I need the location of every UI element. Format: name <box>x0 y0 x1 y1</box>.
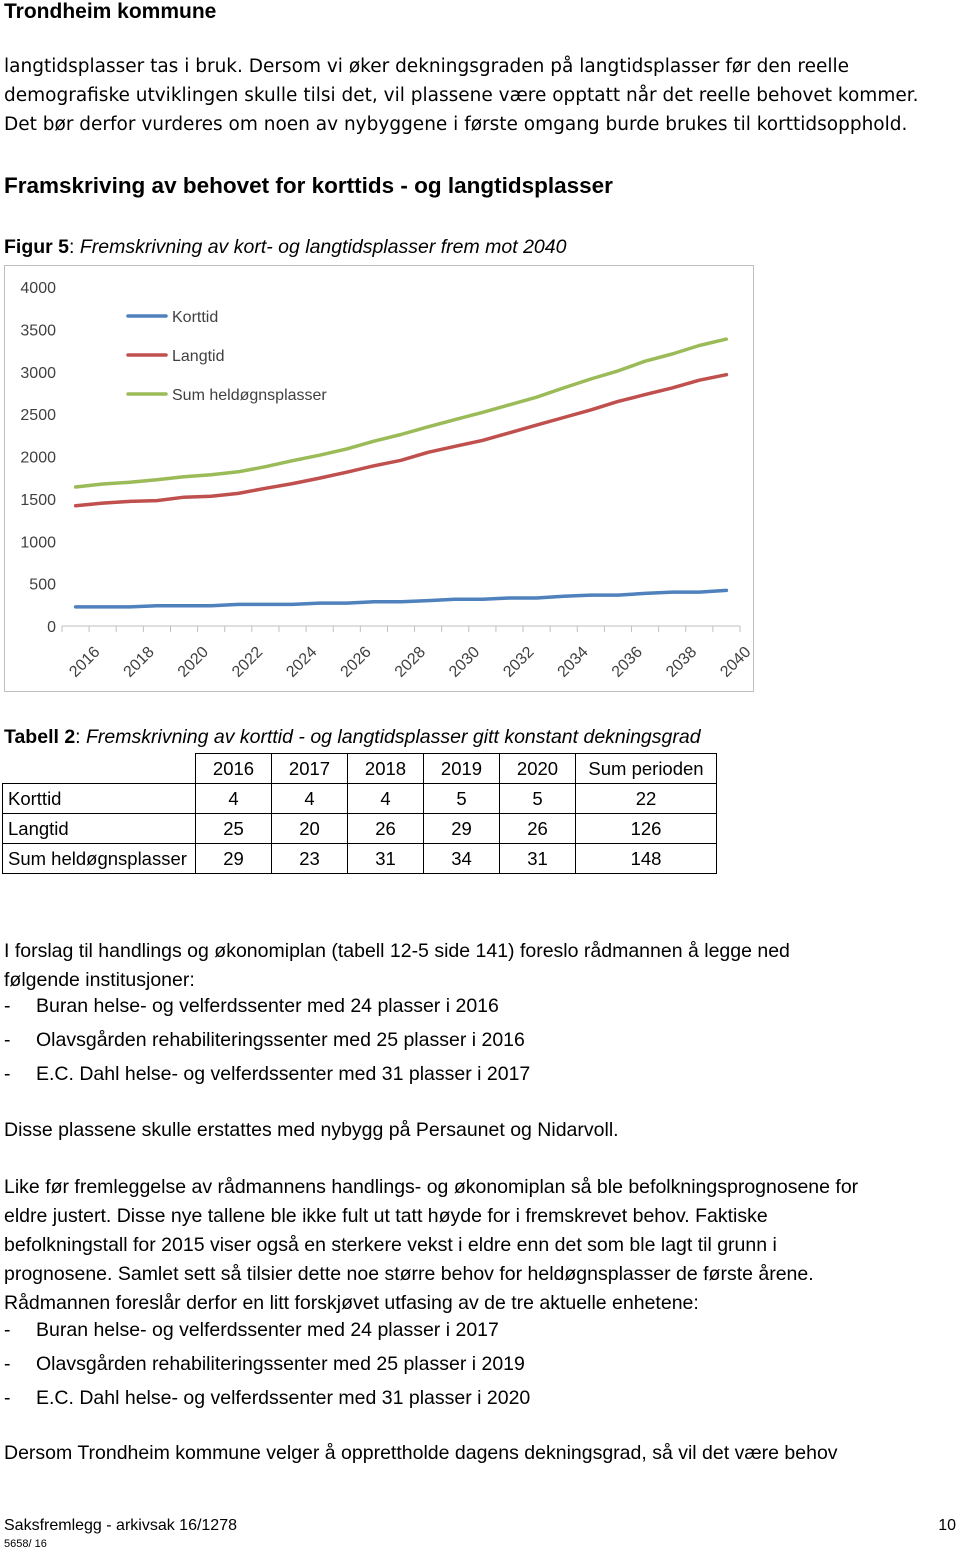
table-header-cell: 2019 <box>424 754 500 784</box>
table-cell: 126 <box>576 814 717 844</box>
table-cell: 26 <box>348 814 424 844</box>
paragraph <box>4 937 954 995</box>
intro-line: Det bør derfor vurderes om noen av nybyggene i første omgang burde brukes til korttidsopphold. <box>4 114 908 135</box>
paragraph <box>4 1173 954 1318</box>
table-cell: Langtid <box>3 814 196 844</box>
intro-paragraph <box>4 52 954 139</box>
list-bullet: - <box>4 1387 11 1409</box>
y-tick-label: 2000 <box>20 449 56 467</box>
table-cell: 5 <box>500 784 576 814</box>
table-row <box>3 814 717 844</box>
table-cell: 22 <box>576 784 717 814</box>
paragraph-line: følgende institusjoner: <box>4 969 195 991</box>
list-item-text: E.C. Dahl helse- og velferdssenter med 31 plasser i 2020 <box>36 1387 531 1409</box>
table-cell: 20 <box>272 814 348 844</box>
y-tick-label: 1500 <box>20 491 56 509</box>
list-item <box>4 1319 499 1342</box>
x-tick-label: 2038 <box>663 643 701 681</box>
paragraph-line: Like før fremleggelse av rådmannens handlings- og økonomiplan så ble befolkningsprognosene for <box>4 1176 859 1198</box>
table-cell: 29 <box>424 814 500 844</box>
intro-line: demografiske utviklingen skulle tilsi det, vil plassene være opptatt når det reelle behovet kommer. <box>4 85 919 106</box>
paragraph-line: eldre justert. Disse nye tallene ble ikke fult ut tatt høyde for i fremskrevet behov. Faktiske <box>4 1205 768 1227</box>
y-tick-label: 3000 <box>20 364 56 382</box>
list-bullet: - <box>4 1063 11 1085</box>
x-tick-label: 2032 <box>500 643 538 681</box>
x-tick-label: 2026 <box>337 643 375 681</box>
table-cell: Sum heldøgnsplasser <box>3 844 196 874</box>
table-cell: 4 <box>196 784 272 814</box>
table-header-cell: 2020 <box>500 754 576 784</box>
table-cell: 31 <box>348 844 424 874</box>
x-tick-label: 2018 <box>120 643 158 681</box>
table-caption: Tabell 2: Fremskrivning av korttid - og langtidsplasser gitt konstant dekningsgrad <box>4 726 701 748</box>
table-cell: Korttid <box>3 784 196 814</box>
x-tick-label: 2040 <box>717 643 755 681</box>
paragraph-line: befolkningstall for 2015 viser også en sterkere vekst i eldre enn det som ble lagt til grunn i <box>4 1234 777 1256</box>
legend-label: Langtid <box>172 348 225 365</box>
table-cell: 26 <box>500 814 576 844</box>
page-number: 10 <box>938 1517 956 1534</box>
table-row <box>3 844 717 874</box>
table-cell: 34 <box>424 844 500 874</box>
table-cell: 29 <box>196 844 272 874</box>
table-caption-label: Tabell 2 <box>4 726 76 748</box>
y-tick-label: 0 <box>47 619 56 636</box>
list-item <box>4 1387 531 1410</box>
page-header: Trondheim kommune <box>4 0 217 23</box>
intro-line: langtidsplasser tas i bruk. Dersom vi øker dekningsgraden på langtidsplasser før den reelle <box>4 56 850 77</box>
x-tick-label: 2016 <box>66 643 104 681</box>
section-title: Framskriving av behovet for korttids - og langtidsplasser <box>4 173 613 198</box>
x-tick-label: 2030 <box>446 643 484 681</box>
list-item <box>4 1063 531 1086</box>
x-tick-label: 2028 <box>391 643 429 681</box>
table-header-cell: 2016 <box>196 754 272 784</box>
x-tick-label: 2034 <box>554 643 592 681</box>
figure-caption-text: Fremskrivning av kort- og langtidsplasser frem mot 2040 <box>79 236 567 258</box>
x-tick-label: 2022 <box>229 643 267 681</box>
list-bullet: - <box>4 995 11 1017</box>
series-line-korttid <box>76 590 727 607</box>
table-cell: 25 <box>196 814 272 844</box>
paragraph-line: I forslag til handlings og økonomiplan (tabell 12-5 side 141) foreslo rådmannen å legge ned <box>4 940 790 962</box>
table-cell: 4 <box>348 784 424 814</box>
data-table <box>2 753 717 874</box>
list-bullet: - <box>4 1029 11 1051</box>
table-cell: 4 <box>272 784 348 814</box>
list-item <box>4 995 499 1018</box>
legend-label: Sum heldøgnsplasser <box>172 387 327 404</box>
footer-document-number: 5658/ 16 <box>4 1538 47 1550</box>
x-tick-label: 2024 <box>283 643 321 681</box>
paragraph-line: prognosene. Samlet sett så tilsier dette noe større behov for heldøgnsplasser de første årene. <box>4 1263 814 1285</box>
table-row <box>3 784 717 814</box>
table-header-cell: Sum perioden <box>576 754 717 784</box>
table-caption-text: Fremskrivning av korttid - og langtidsplasser gitt konstant dekningsgrad <box>86 726 701 748</box>
legend-label: Korttid <box>172 309 219 326</box>
y-tick-label: 2500 <box>20 407 56 425</box>
table-cell: 31 <box>500 844 576 874</box>
table-header-cell: 2017 <box>272 754 348 784</box>
table-cell: 5 <box>424 784 500 814</box>
y-tick-label: 4000 <box>20 280 56 297</box>
list-item <box>4 1029 525 1052</box>
y-tick-label: 1000 <box>20 534 56 552</box>
list-item <box>4 1353 525 1376</box>
line-chart <box>0 265 760 695</box>
table-cell: 148 <box>576 844 717 874</box>
list-item-text: E.C. Dahl helse- og velferdssenter med 31 plasser i 2017 <box>36 1063 531 1085</box>
list-item-text: Olavsgården rehabiliteringssenter med 25 plasser i 2019 <box>36 1353 525 1375</box>
footer-reference: Saksfremlegg - arkivsak 16/1278 <box>4 1517 237 1534</box>
table-header-row <box>3 754 717 784</box>
figure-caption-label: Figur 5 <box>4 236 70 258</box>
x-tick-label: 2020 <box>174 643 213 681</box>
paragraph: Dersom Trondheim kommune velger å opprettholde dagens dekningsgrad, så vil det være behov <box>4 1442 838 1464</box>
list-bullet: - <box>4 1353 11 1375</box>
table-header-cell: 2018 <box>348 754 424 784</box>
table-cell: 23 <box>272 844 348 874</box>
figure-caption: Figur 5: Fremskrivning av kort- og langtidsplasser frem mot 2040 <box>4 236 567 258</box>
paragraph-line: Rådmannen foreslår derfor en litt forskjøvet utfasing av de tre aktuelle enhetene: <box>4 1292 699 1314</box>
y-tick-label: 500 <box>29 576 56 594</box>
list-item-text: Buran helse- og velferdssenter med 24 plasser i 2017 <box>36 1319 499 1341</box>
table-header-cell <box>3 754 196 784</box>
list-item-text: Buran helse- og velferdssenter med 24 plasser i 2016 <box>36 995 499 1017</box>
list-bullet: - <box>4 1319 11 1341</box>
list-item-text: Olavsgården rehabiliteringssenter med 25 plasser i 2016 <box>36 1029 525 1051</box>
y-tick-label: 3500 <box>20 322 56 340</box>
paragraph: Disse plassene skulle erstattes med nybygg på Persaunet og Nidarvoll. <box>4 1119 619 1141</box>
x-tick-label: 2036 <box>608 643 646 681</box>
